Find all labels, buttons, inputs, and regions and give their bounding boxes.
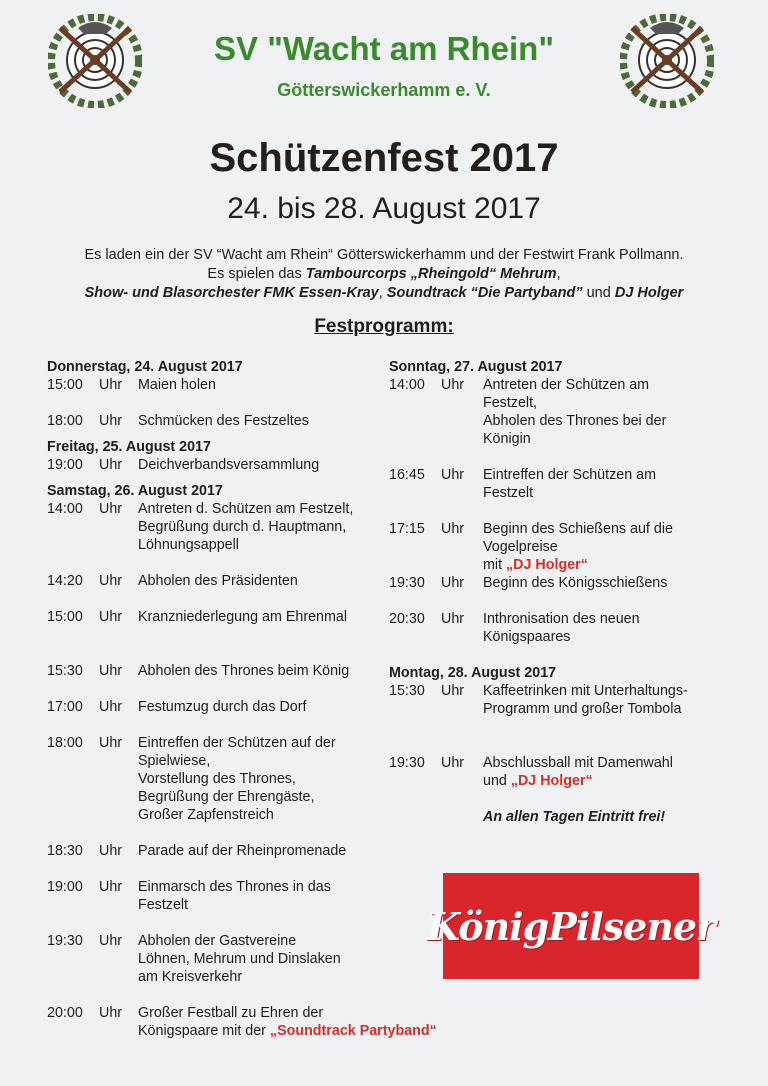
program-entry: 17:00 Uhr Festumzug durch das Dorf xyxy=(47,699,307,715)
club-name: SV "Wacht am Rhein" xyxy=(214,30,554,67)
sponsor-logo-text: KönigPilsener xyxy=(427,903,716,949)
program-entry: 18:00 Uhr Eintreffen der Schützen auf der Spielwiese, Vorstellung des Thrones, Begrüßung der Ehrengäste, Großer Zapfenstreich xyxy=(47,735,336,823)
day-heading: Samstag, 26. August 2017 xyxy=(47,483,223,499)
sponsor-banner xyxy=(427,873,716,979)
invite-line-1: Es laden ein der SV “Wacht am Rhein“ Götterswickerhamm und der Festwirt Frank Pollmann. xyxy=(84,247,684,263)
program-entry: 14:20 Uhr Abholen des Präsidenten xyxy=(47,573,298,589)
program-entry: 19:00 Uhr Einmarsch des Thrones in das Festzelt xyxy=(47,879,331,913)
program-entry: 20:30 Uhr Inthronisation des neuen Königspaares xyxy=(389,611,640,645)
program-entry: 19:30 Uhr Abschlussball mit Damenwahl und „DJ Holger“ xyxy=(389,755,673,789)
program-entry: 15:30 Uhr Abholen des Thrones beim König xyxy=(47,663,350,679)
program-entry: 18:30 Uhr Parade auf der Rheinpromenade xyxy=(47,843,347,859)
program-entry: 19:30 Uhr Abholen der Gastvereine Löhnen, Mehrum und Dinslaken am Kreisverkehr xyxy=(47,933,341,985)
program-right-column xyxy=(389,358,729,826)
event-dates: 24. bis 28. August 2017 xyxy=(227,192,541,225)
program-entry: 20:00 Uhr Großer Festball zu Ehren der Königspaare mit der „Soundtrack Partyband“ xyxy=(47,1005,437,1039)
invite-line-3: Show- und Blasorchester FMK Essen-Kray, Soundtrack “Die Partyband” und DJ Holger xyxy=(84,285,684,301)
day-heading: Freitag, 25. August 2017 xyxy=(47,439,211,455)
program-entry: 16:45 Uhr Eintreffen der Schützen am Festzelt xyxy=(389,467,656,501)
club-town: Götterswickerhamm e. V. xyxy=(277,80,491,100)
event-title: Schützenfest 2017 xyxy=(209,136,559,180)
free-entry-note: An allen Tagen Eintritt frei! xyxy=(483,809,666,825)
program-entry: 14:00 Uhr Antreten der Schützen am Festzelt, Abholen des Thrones bei der Königin xyxy=(389,377,667,447)
program-entry: 15:00 Uhr Maien holen xyxy=(47,377,216,393)
program-entry: 15:00 Uhr Kranzniederlegung am Ehrenmal xyxy=(47,609,348,625)
invitation-text xyxy=(0,246,768,303)
program-entry: 15:30 Uhr Kaffeetrinken mit Unterhaltungs- Programm und großer Tombola xyxy=(389,683,688,717)
day-heading: Sonntag, 27. August 2017 xyxy=(389,359,563,375)
program-entry: 19:00 Uhr Deichverbandsversammlung xyxy=(47,457,320,473)
program-left-column xyxy=(47,358,437,1040)
invite-line-2: Es spielen das Tambourcorps „Rheingold“ Mehrum, xyxy=(207,266,561,282)
program-entry: 14:00 Uhr Antreten d. Schützen am Festzelt, Begrüßung durch d. Hauptmann, Löhnungsappell xyxy=(47,501,354,553)
day-heading: Montag, 28. August 2017 xyxy=(389,665,557,681)
program-entry: 18:00 Uhr Schmücken des Festzeltes xyxy=(47,413,309,429)
program-entry: 19:30 Uhr Beginn des Königsschießens xyxy=(389,575,668,591)
day-heading: Donnerstag, 24. August 2017 xyxy=(47,359,243,375)
program-heading: Festprogramm: xyxy=(314,316,454,337)
program-entry: 17:15 Uhr Beginn des Schießens auf die Vogelpreise mit „DJ Holger“ xyxy=(389,521,673,573)
